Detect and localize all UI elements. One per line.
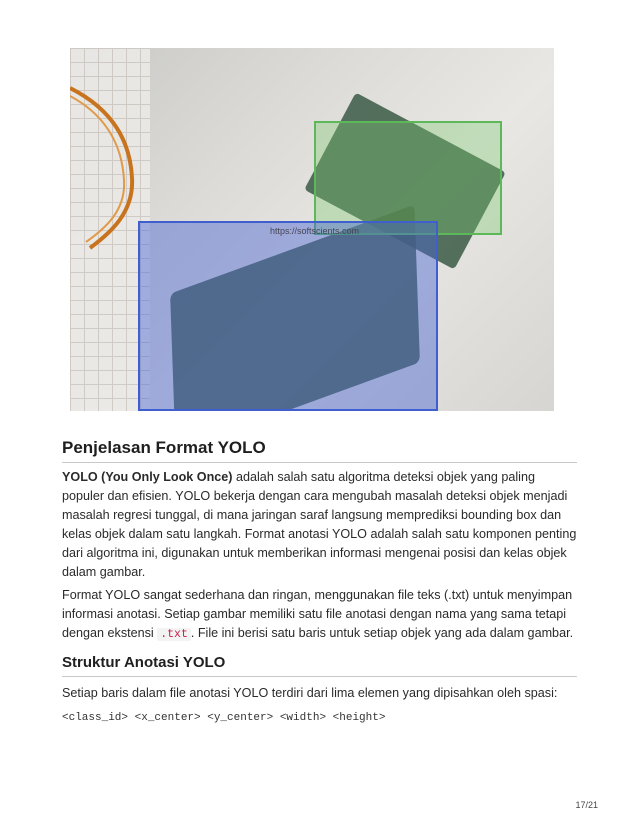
format-text-after: . File ini berisi satu baris untuk setiap objek yang ada dalam gambar. — [190, 626, 574, 640]
intro-text: adalah salah satu algoritma deteksi objek yang paling populer dan efisien. YOLO bekerja dengan cara mengubah masalah deteksi objek menjadi masalah regresi tunggal, di mana jaringan saraf langsung memprediksi bounding box dan kelas objek dalam satu langkah. Format anotasi YOLO adalah salah satu komponen penting dari algoritma ini, digunakan untuk memberikan informasi mengenai posisi dan kelas objek dalam gambar. — [62, 470, 577, 579]
paragraph-structure: Setiap baris dalam file anotasi YOLO terdiri dari lima elemen yang dipisahkan oleh spasi: — [62, 686, 558, 700]
subheading-divider — [62, 676, 577, 677]
txt-extension-code: .txt — [157, 628, 191, 641]
annotated-photo — [70, 48, 554, 411]
annotation-format-code: <class_id> <x_center> <y_center> <width> <height> — [62, 712, 386, 724]
paragraph-intro — [62, 468, 580, 582]
subsection-heading: Struktur Anotasi YOLO — [62, 654, 226, 671]
heading-divider — [62, 462, 577, 463]
bounding-box-blue — [138, 221, 438, 411]
paragraph-format — [62, 586, 580, 644]
watermark-text: https://softscients.com — [270, 226, 360, 236]
bounding-box-green — [314, 121, 502, 235]
yolo-term: YOLO (You Only Look Once) — [62, 470, 233, 484]
format-text-before: Format YOLO sangat sederhana dan ringan, menggunakan file teks (.txt) untuk menyimpan informasi anotasi. Setiap gambar memiliki satu file anotasi dengan nama yang sama tetapi dengan ekstensi — [62, 588, 573, 640]
page-number: 17/21 — [575, 800, 598, 810]
section-heading: Penjelasan Format YOLO — [62, 438, 266, 457]
